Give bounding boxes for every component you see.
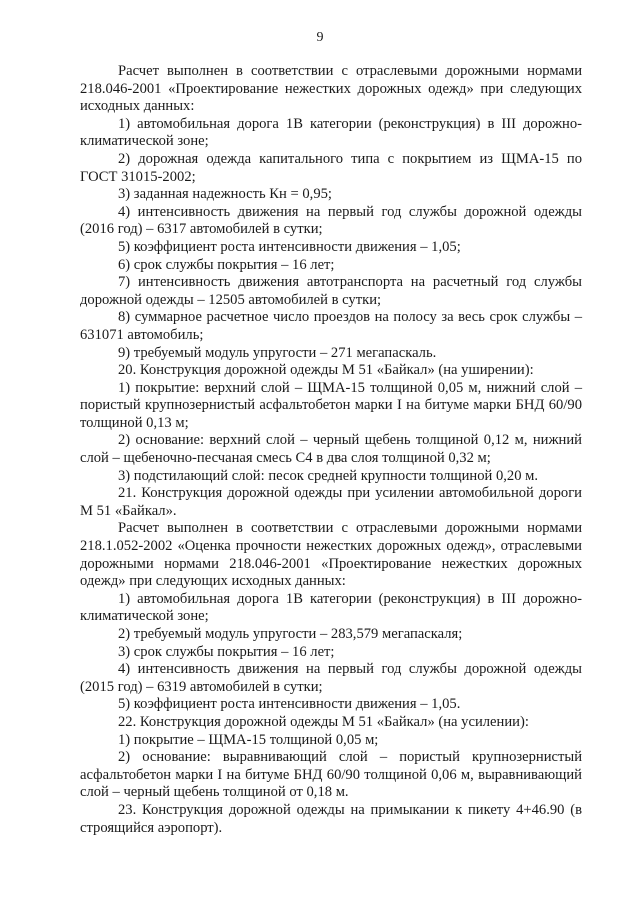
paragraph-item: 3) срок службы покрытия – 16 лет; [118,643,335,660]
page-number: 9 [316,30,324,45]
paragraph-intro-2: Расчет выполнен в соответствии с отраслевыми дорожными нормами 218.1.052-2002 «Оценка прочности нежестких дорожных одежд», отраслевыми дорожными нормами 218.046-2001 «Проектирование нежестких дорожных одежд» при следующих исходных данных: [80,520,582,590]
paragraph-item: 2) основание: выравнивающий слой – пористый крупнозернистый асфальтобетон марки I на битуме БНД 60/90 толщиной 0,06 м, выравнивающий слой – черный щебень толщиной от 0,18 м. [80,749,582,801]
paragraph-item: 2) дорожная одежда капитального типа с покрытием из ЩМА-15 по ГОСТ 31015-2002; [80,150,582,185]
section-heading-22: 22. Конструкция дорожной одежды М 51 «Байкал» (на усилении): [118,713,529,730]
section-heading-23: 23. Конструкция дорожной одежды на примыкании к пикету 4+46.90 (в строящийся аэропорт). [80,801,582,836]
paragraph-item: 4) интенсивность движения на первый год службы дорожной одежды (2016 год) – 6317 автомобилей в сутки; [80,203,582,238]
section-heading-20: 20. Конструкция дорожной одежды М 51 «Байкал» (на уширении): [118,362,534,379]
paragraph-item: 9) требуемый модуль упругости – 271 мегапаскаль. [118,344,437,361]
paragraph-item: 1) автомобильная дорога 1В категории (реконструкция) в III дорожно-климатической зоне; [80,115,582,150]
document-body [80,63,582,837]
paragraph-item: 4) интенсивность движения на первый год службы дорожной одежды (2015 год) – 6319 автомобилей в сутки; [80,661,582,695]
paragraph-item: 5) коэффициент роста интенсивности движения – 1,05. [118,696,461,713]
paragraph-item: 2) основание: верхний слой – черный щебень толщиной 0,12 м, нижний слой – щебеночно-песчаная смесь С4 в два слоя толщиной 0,32 м; [80,432,582,467]
paragraph-item: 8) суммарное расчетное число проездов на полосу за весь срок службы – 631071 автомобиль; [80,309,582,343]
paragraph-item: 7) интенсивность движения автотранспорта на расчетный год службы дорожной одежды – 12505 автомобилей в сутки; [80,274,582,308]
paragraph-item: 1) покрытие – ЩМА-15 толщиной 0,05 м; [118,731,379,748]
paragraph-item: 3) заданная надежность Кн = 0,95; [118,186,332,203]
paragraph-item: 3) подстилающий слой: песок средней крупности толщиной 0,20 м. [118,467,539,484]
paragraph-item: 1) покрытие: верхний слой – ЩМА-15 толщиной 0,05 м, нижний слой – пористый крупнозернистый асфальтобетон марки I на битуме марки БНД 60/90 толщиной 0,13 м; [80,379,582,431]
section-heading-21: 21. Конструкция дорожной одежды при усилении автомобильной дороги М 51 «Байкал». [80,485,582,519]
paragraph-item: 6) срок службы покрытия – 16 лет; [118,256,335,273]
paragraph-item: 2) требуемый модуль упругости – 283,579 мегапаскаля; [118,626,463,642]
paragraph-intro-1: Расчет выполнен в соответствии с отраслевыми дорожными нормами 218.046-2001 «Проектирование нежестких дорожных одежд» при следующих исходных данных: [80,63,582,115]
paragraph-item: 5) коэффициент роста интенсивности движения – 1,05; [118,238,461,255]
paragraph-item: 1) автомобильная дорога 1В категории (реконструкция) в III дорожно-климатической зоне; [80,590,582,625]
